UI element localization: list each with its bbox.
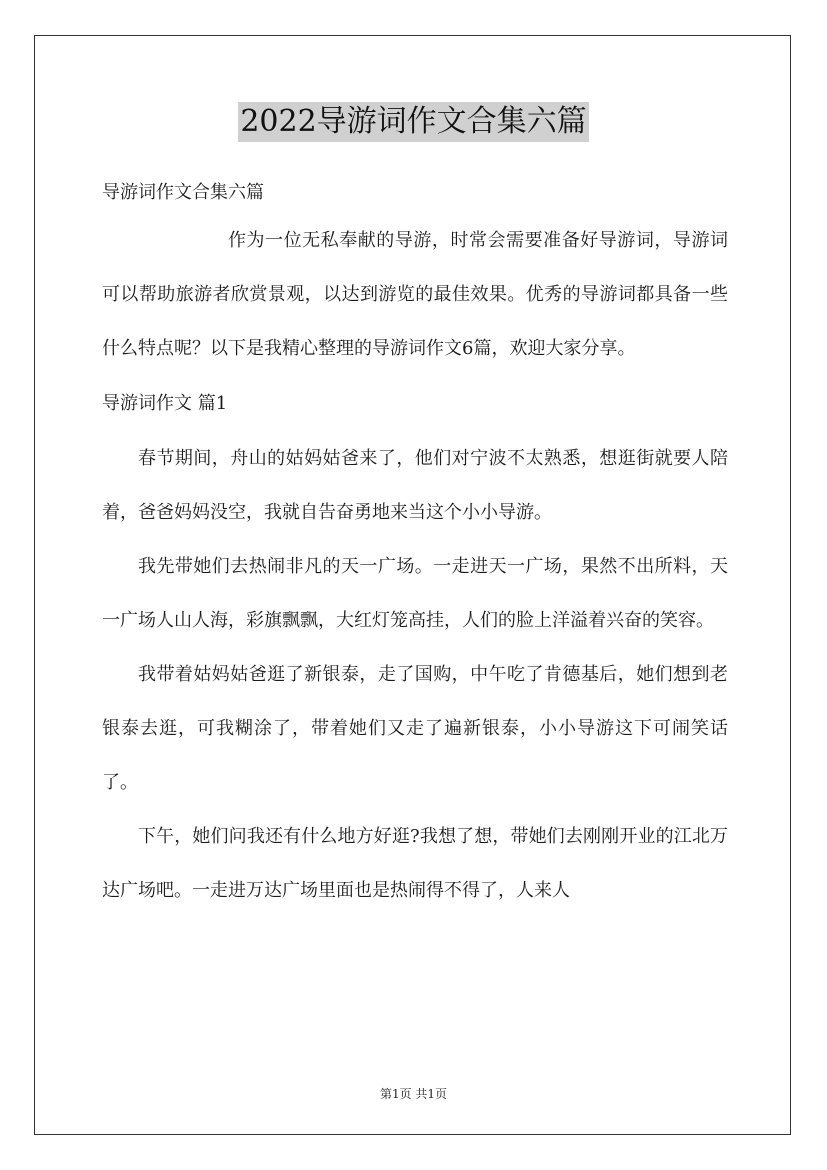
- body-paragraph: 下午，她们问我还有什么地方好逛?我想了想，带她们去刚刚开业的江北万达广场吧。一走进万达广场里面也是热闹得不得了，人来人: [102, 826, 728, 901]
- page-footer: 第1页 共1页: [379, 1087, 448, 1101]
- document-subtitle: 导游词作文合集六篇: [102, 182, 264, 203]
- document-body: [102, 172, 728, 918]
- body-paragraph: 春节期间，舟山的姑妈姑爸来了，他们对宁波不太熟悉，想逛街就要人陪着，爸爸妈妈没空，我就自告奋勇地来当这个小小导游。: [102, 448, 728, 523]
- document-title: 2022导游词作文合集六篇: [238, 102, 588, 142]
- intro-paragraph: 作为一位无私奉献的导游，时常会需要准备好导游词，导游词可以帮助旅游者欣赏景观，以达到游览的最佳效果。优秀的导游词都具备一些什么特点呢？以下是我精心整理的导游词作文6篇，欢迎大家分享。: [102, 230, 728, 359]
- section-title: 导游词作文 篇1: [102, 393, 228, 414]
- body-paragraph: 我带着姑妈姑爸逛了新银泰，走了国购，中午吃了肯德基后，她们想到老银泰去逛，可我糊涂了，带着她们又走了遍新银泰，小小导游这下可闹笑话了。: [102, 664, 728, 793]
- body-paragraph: 我先带她们去热闹非凡的天一广场。一走进天一广场，果然不出所料，天一广场人山人海，彩旗飘飘，大红灯笼高挂，人们的脸上洋溢着兴奋的笑容。: [102, 556, 728, 631]
- title-container: [0, 102, 827, 142]
